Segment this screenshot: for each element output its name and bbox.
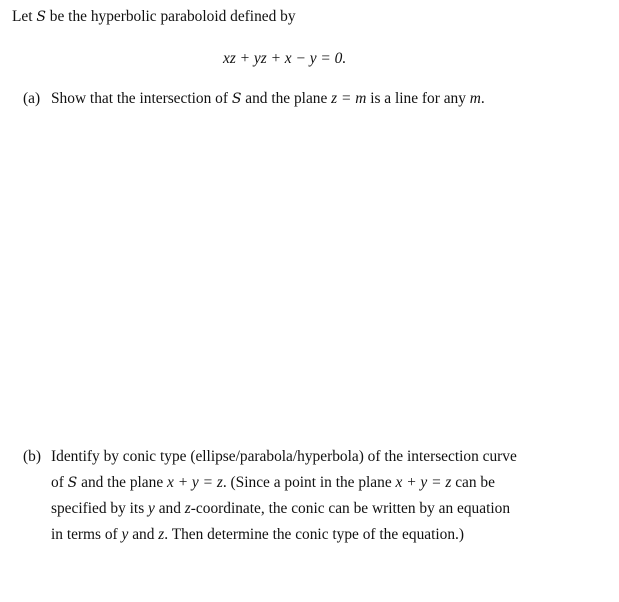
- plane-equation: x + y = z: [167, 474, 223, 491]
- variable-m: m: [469, 90, 481, 107]
- part-b-text: and: [154, 500, 185, 517]
- intro-sentence: [12, 7, 296, 27]
- plane-equation: x + y = z: [395, 474, 452, 491]
- part-b-text: . (Since a point in the plane: [222, 474, 396, 491]
- part-b-line-3: [51, 499, 510, 519]
- variable-z: z: [184, 500, 191, 517]
- part-a-text: .: [480, 90, 485, 107]
- variable-z: z: [158, 526, 165, 543]
- part-a-text: is a line for any: [366, 90, 470, 107]
- surface-symbol: S: [67, 475, 78, 491]
- surface-equation: xz + yz + x − y = 0.: [223, 50, 347, 67]
- part-b-label: (b): [23, 448, 41, 465]
- intro-text: be the hyperbolic paraboloid defined by: [45, 8, 296, 25]
- variable-y: y: [121, 526, 129, 543]
- variable-y: y: [148, 500, 155, 517]
- part-b-line-4: [51, 525, 464, 545]
- part-b-text: . Then determine the conic type of the equation.): [164, 526, 465, 543]
- part-b-text: Identify by conic type (ellipse/parabola/hyperbola) of the intersection curve: [51, 448, 517, 465]
- part-b-text: can be: [451, 474, 495, 491]
- intro-text: Let: [12, 8, 37, 25]
- surface-symbol: S: [231, 91, 242, 107]
- surface-symbol: S: [36, 9, 46, 25]
- part-b-text: and: [128, 526, 159, 543]
- part-b-text: of: [51, 474, 68, 491]
- part-a-question: [23, 89, 485, 109]
- part-a-label: (a): [23, 90, 41, 107]
- part-b-line-1: [23, 447, 517, 467]
- part-a-text: Show that the intersection of: [51, 90, 232, 107]
- part-b-text: and the plane: [77, 474, 168, 491]
- plane-equation: z = m: [331, 90, 367, 107]
- part-b-text: in terms of: [51, 526, 122, 543]
- part-b-text: specified by its: [51, 500, 149, 517]
- part-b-text: -coordinate, the conic can be written by an equation: [190, 500, 511, 517]
- part-a-text: and the plane: [241, 90, 332, 107]
- part-b-line-2: [51, 473, 495, 493]
